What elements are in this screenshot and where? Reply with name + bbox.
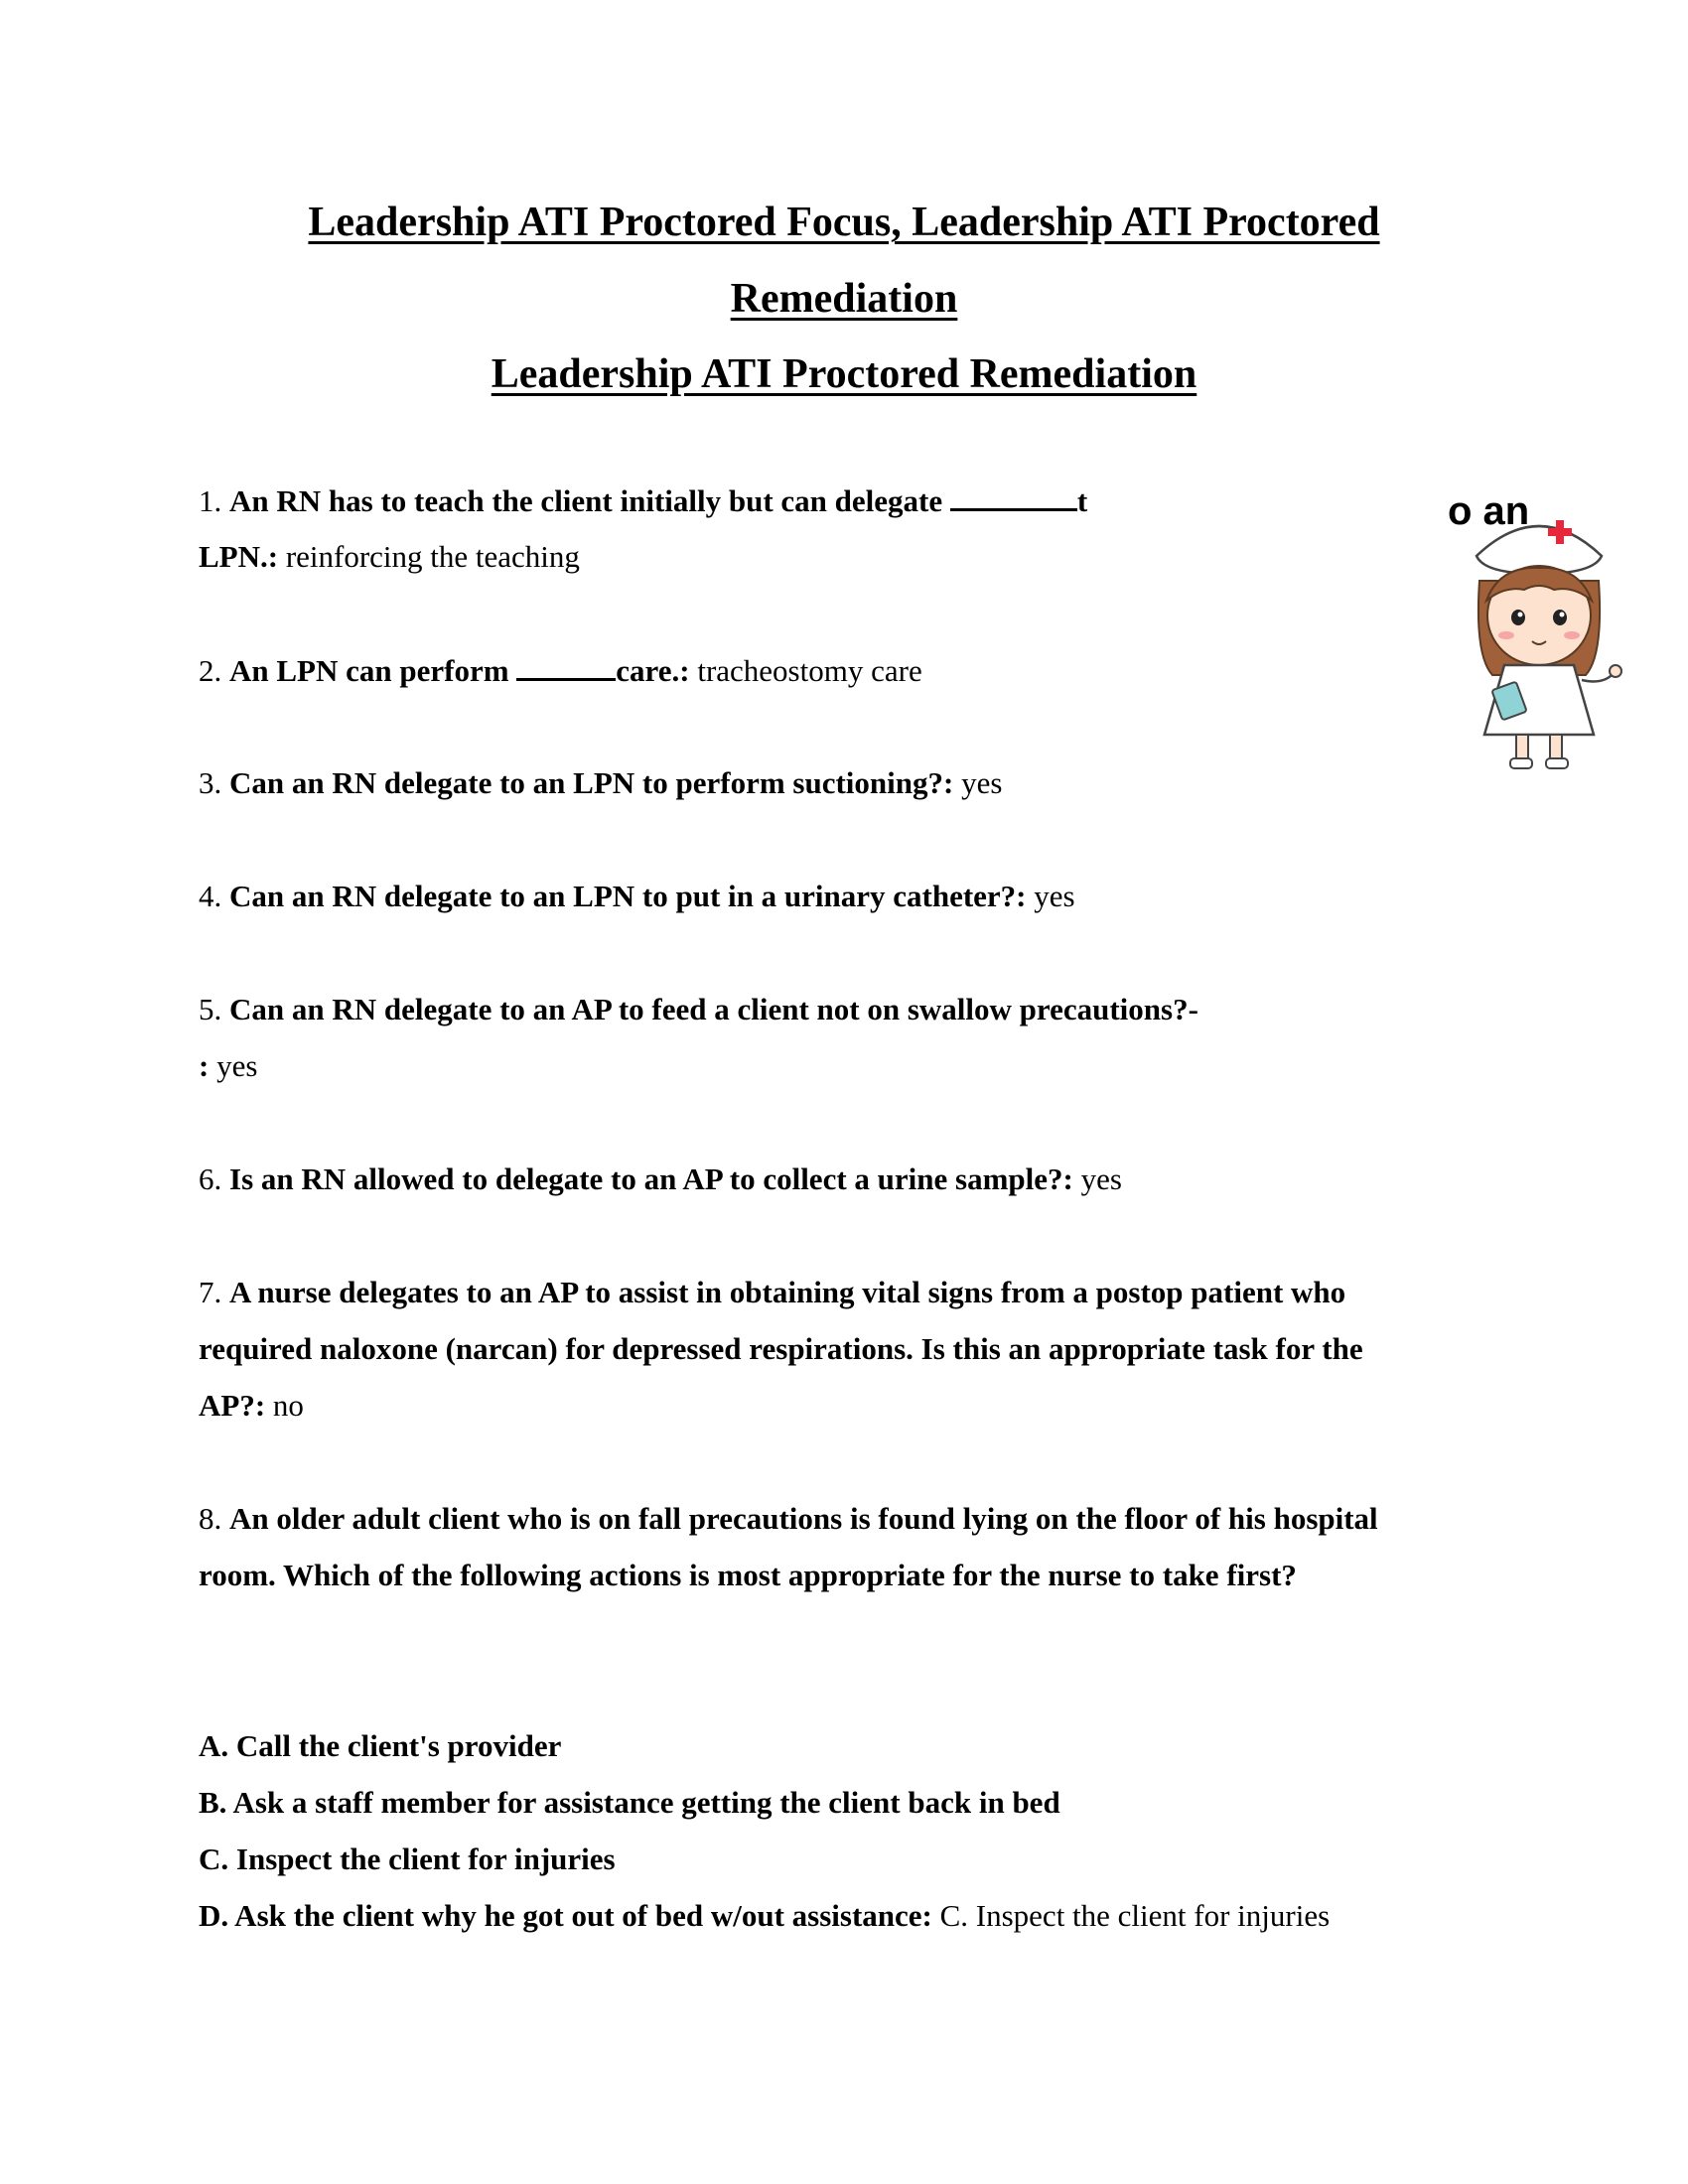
question-1	[199, 482, 1087, 519]
question-number: 2.	[199, 653, 222, 688]
question-3	[199, 765, 1002, 801]
question-text-tail: care.:	[616, 653, 690, 688]
question-number: 3.	[199, 765, 222, 800]
question-7	[199, 1275, 1345, 1310]
answer-text: C. Inspect the client for injuries	[939, 1898, 1331, 1933]
question-text: An RN has to teach the client initially but can delegate	[229, 483, 943, 518]
option-d-text: D. Ask the client why he got out of bed w/out assistance:	[199, 1898, 932, 1933]
question-text: An LPN can perform	[229, 653, 509, 688]
question-5	[199, 992, 1198, 1027]
answer-blank	[516, 652, 616, 681]
question-number: 8.	[199, 1501, 222, 1536]
question-8	[199, 1501, 1378, 1537]
question-number: 4.	[199, 879, 222, 913]
option-b: B. Ask a staff member for assistance getting the client back in bed	[199, 1785, 1060, 1820]
question-text: Can an RN delegate to an LPN to perform suctioning?:	[229, 765, 954, 800]
question-number: 7.	[199, 1275, 222, 1309]
question-5-continued	[199, 1048, 257, 1084]
question-6	[199, 1161, 1122, 1197]
answer-text: yes	[1034, 879, 1075, 913]
question-7-line-3	[199, 1388, 304, 1424]
question-text: A nurse delegates to an AP to assist in obtaining vital signs from a postop patient who	[229, 1275, 1346, 1309]
option-c: C. Inspect the client for injuries	[199, 1842, 616, 1876]
answer-text: reinforcing the teaching	[285, 539, 580, 574]
answer-text: yes	[1080, 1161, 1122, 1196]
question-number: 5.	[199, 992, 222, 1026]
answer-text: tracheostomy care	[697, 653, 922, 688]
question-text: LPN.:	[199, 539, 279, 574]
question-text: Can an RN delegate to an LPN to put in a urinary catheter?:	[229, 879, 1027, 913]
question-text: AP?:	[199, 1388, 266, 1423]
document-subtitle: Leadership ATI Proctored Remediation	[491, 351, 1197, 397]
question-7-line-2	[199, 1331, 1363, 1367]
question-2	[199, 652, 922, 689]
question-1-continued	[199, 539, 580, 575]
question-text: :	[199, 1048, 210, 1083]
question-text: room. Which of the following actions is most appropriate for the nurse to take first?	[199, 1558, 1297, 1592]
answer-blank	[950, 482, 1077, 511]
question-number: 1.	[199, 483, 222, 518]
question-text: required naloxone (narcan) for depressed respirations. Is this an appropriate task for the	[199, 1331, 1363, 1366]
document-title-line-2: Remediation	[730, 276, 958, 322]
document-title-line-1: Leadership ATI Proctored Focus, Leadership ATI Proctored	[308, 200, 1380, 245]
option-d	[199, 1898, 1330, 1934]
question-number: 6.	[199, 1161, 222, 1196]
answer-text: yes	[961, 765, 1003, 800]
question-text: Is an RN allowed to delegate to an AP to collect a urine sample?:	[229, 1161, 1073, 1196]
question-text-tail: t	[1076, 483, 1088, 518]
answer-text: yes	[216, 1048, 258, 1083]
overlay-text: o an	[1448, 489, 1530, 533]
question-8-line-2	[199, 1558, 1297, 1593]
question-text: An older adult client who is on fall precautions is found lying on the floor of his hospital	[229, 1501, 1378, 1536]
question-4	[199, 879, 1075, 914]
option-a: A. Call the client's provider	[199, 1728, 562, 1763]
answer-text: no	[272, 1388, 304, 1423]
question-text: Can an RN delegate to an AP to feed a client not on swallow precautions?-	[229, 992, 1198, 1026]
